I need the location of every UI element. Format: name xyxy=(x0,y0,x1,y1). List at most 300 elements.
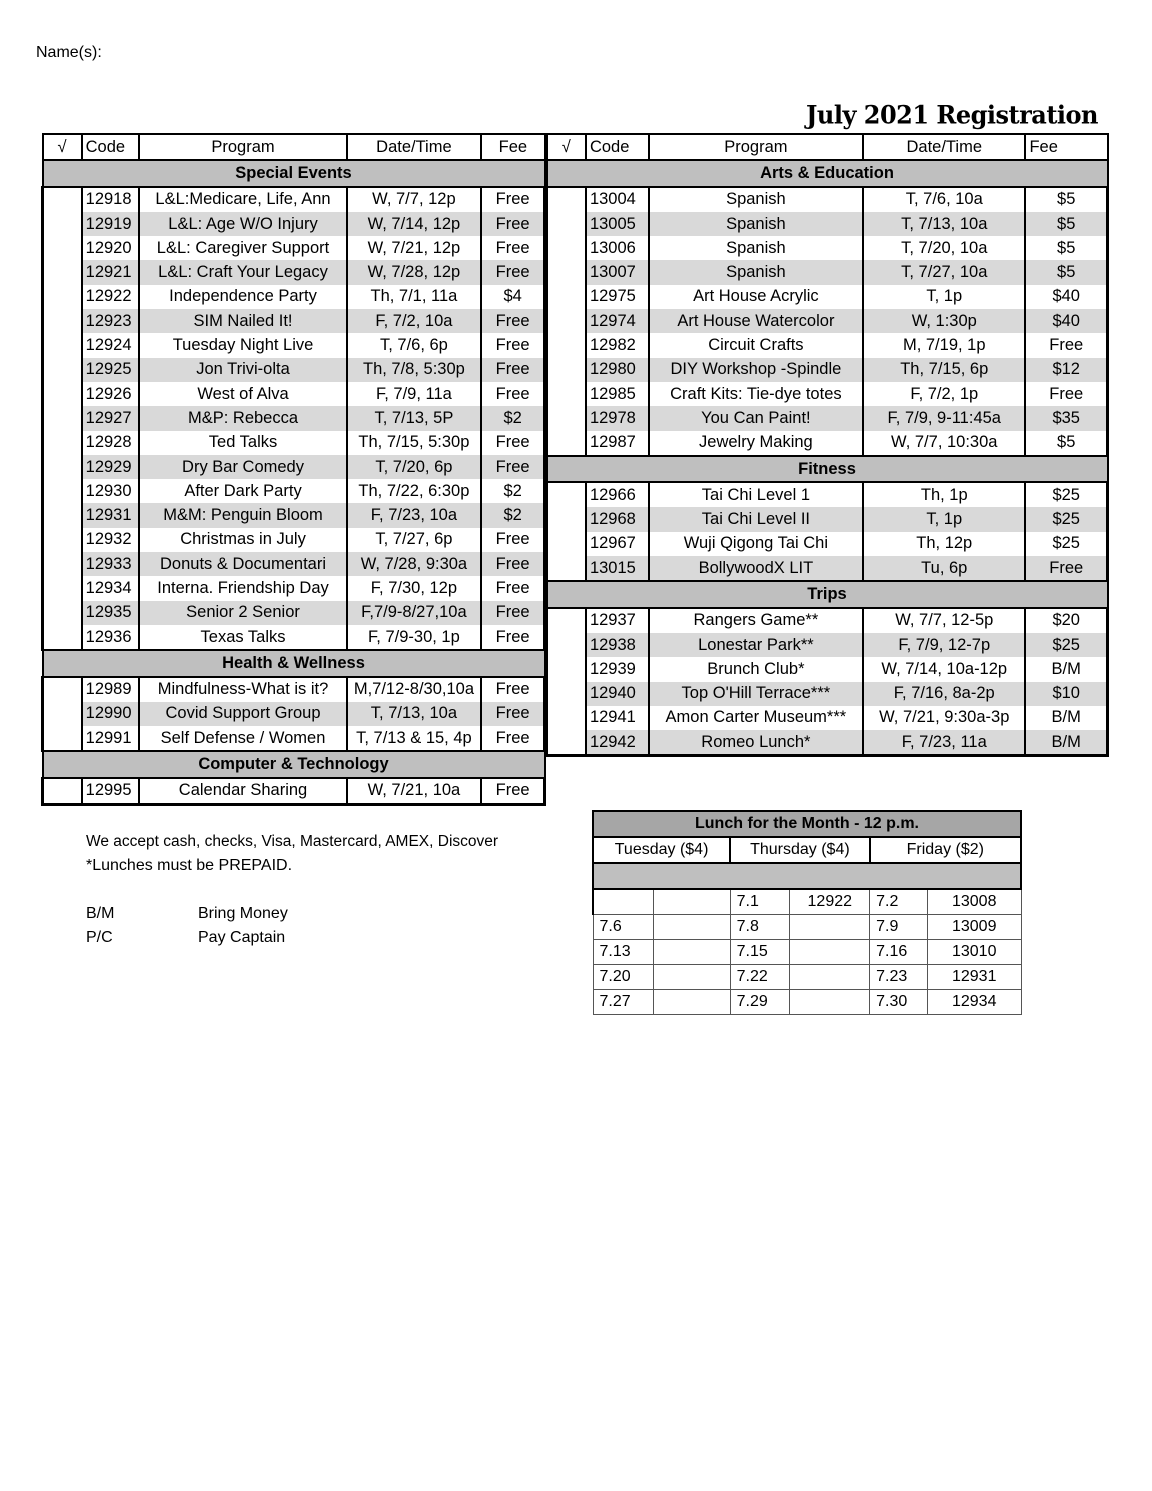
prog-cell: Covid Support Group xyxy=(139,702,346,726)
date-cell: W, 7/21, 12p xyxy=(347,236,482,260)
check-cell[interactable] xyxy=(547,260,586,284)
prog-cell: Lonestar Park** xyxy=(649,633,863,657)
table-row xyxy=(43,285,545,309)
code-cell: 12927 xyxy=(82,406,140,430)
table-row xyxy=(43,528,545,552)
fee-cell: Free xyxy=(481,187,544,212)
check-cell[interactable] xyxy=(547,532,586,556)
check-cell[interactable] xyxy=(43,382,82,406)
table-row xyxy=(43,455,545,479)
fee-cell: $5 xyxy=(1025,187,1107,212)
prepaid-note: *Lunches must be PREPAID. xyxy=(86,857,293,874)
date-cell: Th, 7/15, 6p xyxy=(863,358,1025,382)
section-header: Arts & Education xyxy=(547,160,1108,186)
lunch-code-cell: 13009 xyxy=(927,915,1021,940)
fee-cell: $25 xyxy=(1025,532,1107,556)
fee-cell: Free xyxy=(1025,556,1107,581)
lunch-spacer xyxy=(593,863,1021,889)
table-row xyxy=(43,552,545,576)
prog-cell: L&L: Caregiver Support xyxy=(139,236,346,260)
lunch-code-cell xyxy=(654,965,730,990)
check-cell[interactable] xyxy=(43,552,82,576)
fee-cell: Free xyxy=(481,528,544,552)
check-cell[interactable] xyxy=(547,285,586,309)
date-cell: T, 7/27, 10a xyxy=(863,260,1025,284)
lunch-code-cell xyxy=(790,915,870,940)
lunch-code-cell: 12931 xyxy=(927,965,1021,990)
left-registration-table xyxy=(41,133,546,806)
fee-cell: $2 xyxy=(481,406,544,430)
check-cell[interactable] xyxy=(547,406,586,430)
date-cell: F,7/9-8/27,10a xyxy=(347,601,482,625)
date-cell: F, 7/30, 12p xyxy=(347,576,482,600)
prog-cell: Tuesday Night Live xyxy=(139,333,346,357)
code-cell: 12987 xyxy=(586,431,649,456)
fee-cell: Free xyxy=(481,212,544,236)
table-row xyxy=(547,236,1108,260)
date-cell: Th, 7/8, 5:30p xyxy=(347,358,482,382)
check-cell[interactable] xyxy=(547,333,586,357)
check-cell[interactable] xyxy=(547,657,586,681)
code-cell: 12967 xyxy=(586,532,649,556)
prog-cell: M&M: Penguin Bloom xyxy=(139,503,346,527)
code-cell: 12937 xyxy=(586,608,649,633)
date-cell: F, 7/23, 10a xyxy=(347,503,482,527)
lunch-day-friday: Friday ($2) xyxy=(870,837,1021,863)
table-row xyxy=(43,625,545,650)
check-cell[interactable] xyxy=(547,608,586,633)
check-cell[interactable] xyxy=(43,576,82,600)
date-cell: W, 7/14, 10a-12p xyxy=(863,657,1025,681)
code-cell: 13006 xyxy=(586,236,649,260)
check-cell[interactable] xyxy=(43,778,82,805)
lunch-date-cell: 7.6 xyxy=(593,915,654,940)
check-cell[interactable] xyxy=(547,507,586,531)
fee-cell: $4 xyxy=(481,285,544,309)
date-cell: T, 7/13 & 15, 4p xyxy=(347,726,482,751)
table-row xyxy=(43,431,545,455)
check-cell[interactable] xyxy=(43,309,82,333)
legend-key: P/C xyxy=(86,929,113,946)
table-row xyxy=(547,730,1108,756)
table-row xyxy=(43,382,545,406)
table-row xyxy=(547,212,1108,236)
check-cell[interactable] xyxy=(43,358,82,382)
check-cell[interactable] xyxy=(43,601,82,625)
check-header: √ xyxy=(43,134,82,160)
date-cell: T, 7/6, 6p xyxy=(347,333,482,357)
page-title: July 2021 Registration xyxy=(806,99,1098,130)
table-row xyxy=(43,702,545,726)
check-cell[interactable] xyxy=(43,625,82,650)
date-cell: T, 7/6, 10a xyxy=(863,187,1025,212)
lunch-row xyxy=(593,889,1021,915)
table-row xyxy=(43,601,545,625)
check-cell[interactable] xyxy=(547,556,586,581)
check-cell[interactable] xyxy=(547,187,586,212)
prog-cell: Art House Watercolor xyxy=(649,309,863,333)
fee-cell: $40 xyxy=(1025,285,1107,309)
code-cell: 12930 xyxy=(82,479,140,503)
check-cell[interactable] xyxy=(43,528,82,552)
check-cell[interactable] xyxy=(547,309,586,333)
legend-item xyxy=(86,902,288,926)
lunch-date-cell xyxy=(593,889,654,915)
prog-cell: DIY Workshop -Spindle xyxy=(649,358,863,382)
lunch-code-cell xyxy=(654,915,730,940)
date-cell: W, 7/28, 9:30a xyxy=(347,552,482,576)
table-row xyxy=(547,556,1108,581)
date-cell: F, 7/2, 1p xyxy=(863,382,1025,406)
lunch-day-thursday: Thursday ($4) xyxy=(730,837,869,863)
lunch-date-cell: 7.27 xyxy=(593,990,654,1015)
table-row xyxy=(43,576,545,600)
date-cell: W, 7/7, 12p xyxy=(347,187,482,212)
date-cell: T, 1p xyxy=(863,285,1025,309)
lunch-date-cell: 7.15 xyxy=(730,940,790,965)
check-cell[interactable] xyxy=(43,212,82,236)
lunch-code-cell: 13010 xyxy=(927,940,1021,965)
fee-cell: $40 xyxy=(1025,309,1107,333)
code-cell: 12935 xyxy=(82,601,140,625)
code-cell: 12926 xyxy=(82,382,140,406)
date-cell: Th, 7/1, 11a xyxy=(347,285,482,309)
table-row xyxy=(547,285,1108,309)
lunch-day-tuesday: Tuesday ($4) xyxy=(593,837,730,863)
date-cell: F, 7/9, 11a xyxy=(347,382,482,406)
fee-cell: $25 xyxy=(1025,482,1107,507)
fee-cell: B/M xyxy=(1025,730,1107,756)
date-cell: W, 7/7, 10:30a xyxy=(863,431,1025,456)
table-row xyxy=(547,333,1108,357)
date-cell: T, 7/27, 6p xyxy=(347,528,482,552)
date-cell: W, 1:30p xyxy=(863,309,1025,333)
prog-cell: Circuit Crafts xyxy=(649,333,863,357)
code-cell: 12936 xyxy=(82,625,140,650)
lunch-date-cell: 7.20 xyxy=(593,965,654,990)
section-header: Special Events xyxy=(43,160,545,186)
prog-cell: SIM Nailed It! xyxy=(139,309,346,333)
section-header: Trips xyxy=(547,581,1108,607)
lunch-title: Lunch for the Month - 12 p.m. xyxy=(593,811,1021,837)
notes xyxy=(86,830,498,878)
lunch-code-cell xyxy=(654,889,730,915)
table-row xyxy=(43,479,545,503)
code-cell: 12929 xyxy=(82,455,140,479)
prog-cell: Top O'Hill Terrace*** xyxy=(649,682,863,706)
fee-cell: Free xyxy=(481,333,544,357)
code-cell: 12982 xyxy=(586,333,649,357)
fee-cell: $5 xyxy=(1025,212,1107,236)
date-cell: T, 7/13, 10a xyxy=(863,212,1025,236)
prog-cell: Self Defense / Women xyxy=(139,726,346,751)
lunch-date-cell: 7.1 xyxy=(730,889,790,915)
prog-cell: Brunch Club* xyxy=(649,657,863,681)
lunch-date-cell: 7.22 xyxy=(730,965,790,990)
check-cell[interactable] xyxy=(547,682,586,706)
code-cell: 12942 xyxy=(586,730,649,756)
fee-cell: Free xyxy=(481,552,544,576)
code-header: Code xyxy=(586,134,649,160)
lunch-code-cell xyxy=(790,965,870,990)
table-row xyxy=(547,507,1108,531)
check-cell[interactable] xyxy=(43,503,82,527)
table-row xyxy=(547,309,1108,333)
code-cell: 12920 xyxy=(82,236,140,260)
legend-value: Bring Money xyxy=(198,905,288,922)
fee-cell: Free xyxy=(481,576,544,600)
date-cell: T, 7/13, 5P xyxy=(347,406,482,430)
code-cell: 12980 xyxy=(586,358,649,382)
table-row xyxy=(547,657,1108,681)
code-cell: 13005 xyxy=(586,212,649,236)
lunch-code-cell xyxy=(654,990,730,1015)
prog-cell: Spanish xyxy=(649,236,863,260)
fee-cell: $5 xyxy=(1025,431,1107,456)
code-cell: 12975 xyxy=(586,285,649,309)
table-row xyxy=(547,608,1108,633)
check-cell[interactable] xyxy=(43,702,82,726)
legend-key: B/M xyxy=(86,905,115,922)
check-cell[interactable] xyxy=(43,455,82,479)
fee-cell: $35 xyxy=(1025,406,1107,430)
table-row xyxy=(43,212,545,236)
code-cell: 12918 xyxy=(82,187,140,212)
date-cell: Th, 12p xyxy=(863,532,1025,556)
payment-note: We accept cash, checks, Visa, Mastercard, AMEX, Discover xyxy=(86,833,499,850)
fee-cell: Free xyxy=(481,702,544,726)
check-cell[interactable] xyxy=(547,633,586,657)
code-cell: 12924 xyxy=(82,333,140,357)
check-cell[interactable] xyxy=(547,706,586,730)
lunch-row xyxy=(593,915,1021,940)
prog-cell: You Can Paint! xyxy=(649,406,863,430)
fee-cell: Free xyxy=(1025,382,1107,406)
date-cell: F, 7/9, 12-7p xyxy=(863,633,1025,657)
prog-cell: Donuts & Documentari xyxy=(139,552,346,576)
lunch-row xyxy=(593,940,1021,965)
prog-cell: Christmas in July xyxy=(139,528,346,552)
prog-cell: L&L: Craft Your Legacy xyxy=(139,260,346,284)
table-row xyxy=(547,358,1108,382)
prog-cell: Spanish xyxy=(649,187,863,212)
check-cell[interactable] xyxy=(547,730,586,756)
check-cell[interactable] xyxy=(547,482,586,507)
prog-cell: BollywoodX LIT xyxy=(649,556,863,581)
date-header: Date/Time xyxy=(347,134,482,160)
check-cell[interactable] xyxy=(43,431,82,455)
date-cell: Th, 1p xyxy=(863,482,1025,507)
check-cell[interactable] xyxy=(43,187,82,212)
section-header: Fitness xyxy=(547,456,1108,482)
table-row xyxy=(43,236,545,260)
check-cell[interactable] xyxy=(547,358,586,382)
lunch-row xyxy=(593,965,1021,990)
prog-cell: West of Alva xyxy=(139,382,346,406)
code-cell: 13015 xyxy=(586,556,649,581)
check-cell[interactable] xyxy=(547,431,586,456)
prog-cell: Tai Chi Level 1 xyxy=(649,482,863,507)
code-cell: 12923 xyxy=(82,309,140,333)
lunch-date-cell: 7.9 xyxy=(870,915,928,940)
table-row xyxy=(43,309,545,333)
code-cell: 12922 xyxy=(82,285,140,309)
fee-cell: Free xyxy=(481,677,544,702)
prog-cell: Jewelry Making xyxy=(649,431,863,456)
lunch-code-cell: 12934 xyxy=(927,990,1021,1015)
fee-header: Fee xyxy=(1025,134,1107,160)
fee-cell: $10 xyxy=(1025,682,1107,706)
program-header: Program xyxy=(139,134,346,160)
fee-cell: Free xyxy=(481,260,544,284)
prog-cell: L&L: Age W/O Injury xyxy=(139,212,346,236)
fee-cell: Free xyxy=(481,778,544,805)
lunch-code-cell xyxy=(790,990,870,1015)
check-cell[interactable] xyxy=(547,212,586,236)
lunch-date-cell: 7.16 xyxy=(870,940,928,965)
table-row xyxy=(43,677,545,702)
prog-cell: Ted Talks xyxy=(139,431,346,455)
code-cell: 12978 xyxy=(586,406,649,430)
fee-cell: Free xyxy=(481,455,544,479)
fee-cell: $12 xyxy=(1025,358,1107,382)
code-cell: 12925 xyxy=(82,358,140,382)
fee-cell: Free xyxy=(481,382,544,406)
date-cell: F, 7/9-30, 1p xyxy=(347,625,482,650)
check-cell[interactable] xyxy=(43,333,82,357)
lunch-code-cell: 13008 xyxy=(927,889,1021,915)
prog-cell: Dry Bar Comedy xyxy=(139,455,346,479)
table-row xyxy=(547,406,1108,430)
check-cell[interactable] xyxy=(43,406,82,430)
prog-cell: Wuji Qigong Tai Chi xyxy=(649,532,863,556)
code-cell: 12989 xyxy=(82,677,140,702)
lunch-date-cell: 7.13 xyxy=(593,940,654,965)
lunch-date-cell: 7.8 xyxy=(730,915,790,940)
fee-cell: $25 xyxy=(1025,507,1107,531)
date-cell: M, 7/19, 1p xyxy=(863,333,1025,357)
fee-cell: B/M xyxy=(1025,657,1107,681)
table-row xyxy=(43,187,545,212)
date-cell: Tu, 6p xyxy=(863,556,1025,581)
check-cell[interactable] xyxy=(43,236,82,260)
table-row xyxy=(43,726,545,751)
table-row xyxy=(43,260,545,284)
fee-cell: Free xyxy=(481,726,544,751)
lunch-code-cell xyxy=(654,940,730,965)
prog-cell: Rangers Game** xyxy=(649,608,863,633)
check-cell[interactable] xyxy=(547,236,586,260)
date-cell: F, 7/9, 9-11:45a xyxy=(863,406,1025,430)
lunch-date-cell: 7.30 xyxy=(870,990,928,1015)
date-cell: W, 7/21, 9:30a-3p xyxy=(863,706,1025,730)
table-row xyxy=(43,778,545,805)
check-cell[interactable] xyxy=(43,479,82,503)
date-cell: Th, 7/22, 6:30p xyxy=(347,479,482,503)
date-cell: W, 7/21, 10a xyxy=(347,778,482,805)
lunch-code-cell xyxy=(790,940,870,965)
prog-cell: Spanish xyxy=(649,260,863,284)
code-cell: 12919 xyxy=(82,212,140,236)
fee-cell: Free xyxy=(1025,333,1107,357)
table-row xyxy=(547,633,1108,657)
lunch-table xyxy=(592,810,1022,1015)
prog-cell: Senior 2 Senior xyxy=(139,601,346,625)
date-cell: W, 7/14, 12p xyxy=(347,212,482,236)
fee-cell: $2 xyxy=(481,479,544,503)
check-cell[interactable] xyxy=(43,726,82,751)
prog-cell: Tai Chi Level II xyxy=(649,507,863,531)
date-cell: T, 7/20, 6p xyxy=(347,455,482,479)
table-row xyxy=(43,406,545,430)
table-row xyxy=(43,503,545,527)
fee-cell: Free xyxy=(481,236,544,260)
prog-cell: Mindfulness-What is it? xyxy=(139,677,346,702)
legend-item xyxy=(86,926,288,950)
date-cell: F, 7/23, 11a xyxy=(863,730,1025,756)
legend xyxy=(86,902,288,950)
code-cell: 12985 xyxy=(586,382,649,406)
code-cell: 12974 xyxy=(586,309,649,333)
code-cell: 12932 xyxy=(82,528,140,552)
code-cell: 12933 xyxy=(82,552,140,576)
check-cell[interactable] xyxy=(43,260,82,284)
date-cell: T, 7/13, 10a xyxy=(347,702,482,726)
table-row xyxy=(547,431,1108,456)
code-cell: 12968 xyxy=(586,507,649,531)
legend-value: Pay Captain xyxy=(198,929,286,946)
fee-cell: $5 xyxy=(1025,260,1107,284)
lunch-row xyxy=(593,990,1021,1015)
prog-cell: L&L:Medicare, Life, Ann xyxy=(139,187,346,212)
prog-cell: Craft Kits: Tie-dye totes xyxy=(649,382,863,406)
code-cell: 12931 xyxy=(82,503,140,527)
code-cell: 12939 xyxy=(586,657,649,681)
code-cell: 13007 xyxy=(586,260,649,284)
check-cell[interactable] xyxy=(43,285,82,309)
date-cell: T, 7/20, 10a xyxy=(863,236,1025,260)
check-cell[interactable] xyxy=(43,677,82,702)
fee-cell: Free xyxy=(481,309,544,333)
table-row xyxy=(547,682,1108,706)
prog-cell: Interna. Friendship Day xyxy=(139,576,346,600)
section-header: Health & Wellness xyxy=(43,650,545,676)
code-cell: 13004 xyxy=(586,187,649,212)
date-cell: M,7/12-8/30,10a xyxy=(347,677,482,702)
code-cell: 12921 xyxy=(82,260,140,284)
prog-cell: M&P: Rebecca xyxy=(139,406,346,430)
prog-cell: Amon Carter Museum*** xyxy=(649,706,863,730)
section-header: Computer & Technology xyxy=(43,751,545,777)
prog-cell: Calendar Sharing xyxy=(139,778,346,805)
lunch-date-cell: 7.2 xyxy=(870,889,928,915)
right-registration-table xyxy=(545,133,1109,757)
date-cell: F, 7/2, 10a xyxy=(347,309,482,333)
fee-cell: Free xyxy=(481,431,544,455)
table-row xyxy=(547,187,1108,212)
table-row xyxy=(547,482,1108,507)
date-cell: F, 7/16, 8a-2p xyxy=(863,682,1025,706)
code-cell: 12940 xyxy=(586,682,649,706)
fee-cell: B/M xyxy=(1025,706,1107,730)
date-cell: W, 7/28, 12p xyxy=(347,260,482,284)
check-cell[interactable] xyxy=(547,382,586,406)
date-cell: W, 7/7, 12-5p xyxy=(863,608,1025,633)
code-cell: 12934 xyxy=(82,576,140,600)
lunch-date-cell: 7.29 xyxy=(730,990,790,1015)
code-header: Code xyxy=(82,134,140,160)
prog-cell: Art House Acrylic xyxy=(649,285,863,309)
